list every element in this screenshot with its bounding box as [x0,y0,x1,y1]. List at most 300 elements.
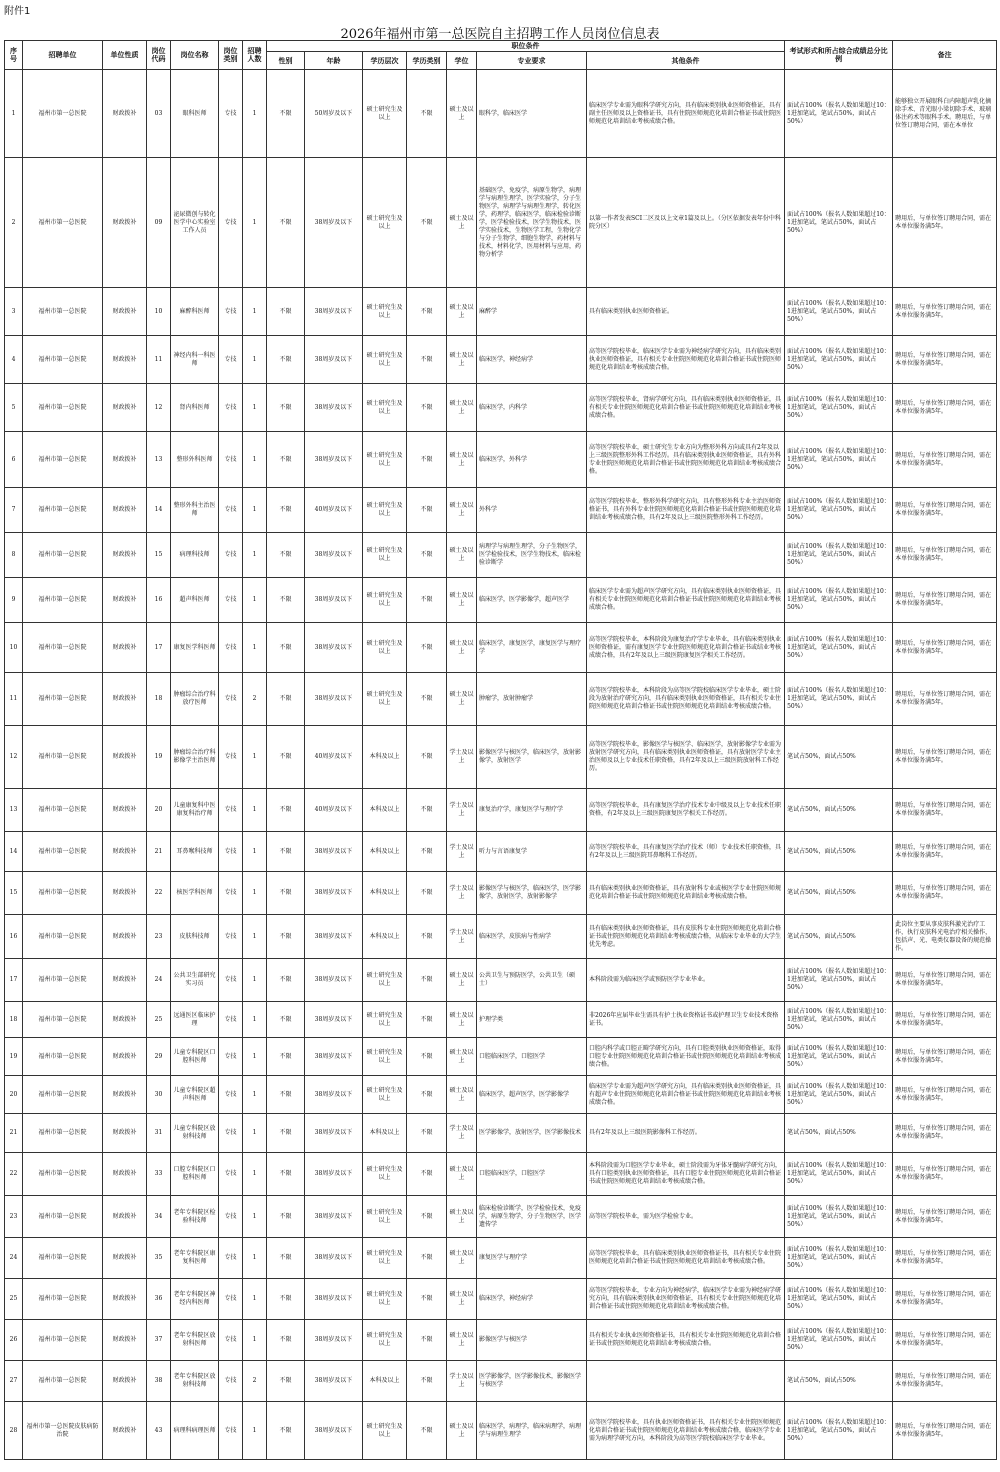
cell-edu-type: 不限 [407,578,447,623]
cell-gender: 不限 [267,1076,305,1114]
cell-major: 临床检验诊断学，医学检验技术，免疫学，病原生物学，分子生物医学，医学遗传学 [477,1196,587,1238]
cell-gender: 不限 [267,1361,305,1402]
cell-seq: 20 [5,1076,23,1114]
cell-count: 1 [243,623,267,673]
cell-count: 1 [243,432,267,488]
cell-exam: 面试占100%（报名人数如果超过10：1进加笔试，笔试占50%，面试占50%） [785,488,893,533]
table-row [5,1196,997,1238]
col-gender: 性别 [267,52,305,70]
table-row [5,1320,997,1361]
cell-post-category: 专技 [219,1196,243,1238]
cell-gender: 不限 [267,578,305,623]
cell-age: 38周岁及以下 [305,915,363,959]
cell-unit: 福州市第一总医院 [23,288,103,336]
cell-unit-type: 财政拨补 [103,1153,147,1196]
cell-exam: 笔试占50%，面试占50% [785,726,893,789]
cell-remarks: 聘用后，与单位签订聘用合同，需在本单位服务满5年。 [893,1402,997,1460]
table-row [5,872,997,915]
cell-other: 具有临床类别执业医师资格证，具有皮肤科专业住院医师规范化培训合格证书或住院医师规范化培训结业考核成绩合格，从临床专业毕业的大学生优先考虑。 [587,915,785,959]
cell-remarks: 能够独立开展眼科白内障超声乳化摘除手术、青光眼小梁切除手术、玻璃体注药术等眼科手术。聘用后，与单位签订聘用合同，需在本单位 [893,70,997,158]
cell-unit: 福州市第一总医院 [23,384,103,432]
cell-major: 影像医学与核医学 [477,1320,587,1361]
cell-degree: 硕士及以上 [447,336,477,384]
cell-remarks: 聘用后，与单位签订聘用合同，需在本单位服务满5年。 [893,336,997,384]
cell-seq: 26 [5,1320,23,1361]
cell-remarks: 聘用后，与单位签订聘用合同，需在本单位服务满5年。 [893,959,997,1002]
cell-unit-type: 财政拨补 [103,673,147,726]
cell-seq: 28 [5,1402,23,1460]
cell-unit-type: 财政拨补 [103,726,147,789]
cell-other [587,1361,785,1402]
cell-degree: 学士及以上 [447,872,477,915]
cell-gender: 不限 [267,1114,305,1153]
cell-major: 影像医学与核医学，临床医学，放射影像学，放射医学 [477,726,587,789]
cell-remarks: 聘用后，与单位签订聘用合同，需在本单位服务满5年。 [893,1076,997,1114]
cell-exam: 面试占100%（报名人数如果超过10：1进加笔试，笔试占50%，面试占50%） [785,1038,893,1076]
cell-count: 1 [243,915,267,959]
cell-gender: 不限 [267,673,305,726]
cell-edu-level: 本科及以上 [363,789,407,832]
cell-degree: 硕士及以上 [447,1076,477,1114]
cell-seq: 25 [5,1279,23,1320]
cell-remarks: 聘用后，与单位签订聘用合同，需在本单位服务满5年。 [893,1114,997,1153]
cell-edu-type: 不限 [407,726,447,789]
cell-post-name: 皮肤科技师 [171,915,219,959]
cell-count: 1 [243,578,267,623]
cell-seq: 11 [5,673,23,726]
cell-post-name: 核医学科医师 [171,872,219,915]
cell-other: 高等医学院校毕业，本科阶段为康复治疗学专业毕业，具有临床类别执业医师资格证，需有康复医学专业住院医师规范化培训合格证书或结业考核成绩合格，具有2年及以上三级医院康复医学相关工作经历。 [587,623,785,673]
cell-other [587,533,785,578]
cell-post-code: 18 [147,673,171,726]
cell-age: 38周岁及以下 [305,1279,363,1320]
cell-age: 38周岁及以下 [305,158,363,288]
cell-exam: 面试占100%（报名人数如果超过10：1进加笔试，笔试占50%，面试占50%） [785,336,893,384]
cell-count: 1 [243,789,267,832]
cell-seq: 16 [5,915,23,959]
cell-edu-level: 硕士研究生及以上 [363,959,407,1002]
cell-unit-type: 财政拨补 [103,533,147,578]
cell-edu-level: 硕士研究生及以上 [363,1402,407,1460]
cell-remarks: 聘用后，与单位签订聘用合同，需在本单位服务满5年。 [893,578,997,623]
cell-post-code: 03 [147,70,171,158]
cell-major: 临床医学，神经病学 [477,336,587,384]
cell-degree: 硕士及以上 [447,1153,477,1196]
col-other: 其他条件 [587,52,785,70]
cell-remarks: 聘用后，与单位签订聘用合同，需在本单位服务满5年。 [893,1153,997,1196]
cell-major: 影像医学与核医学，临床医学，医学影像学，放射医学，放射影像学 [477,872,587,915]
table-row [5,1402,997,1460]
cell-other: 具有2年及以上三级医院影像科工作经历。 [587,1114,785,1153]
cell-exam: 面试占100%（报名人数如果超过10：1进加笔试，笔试占50%，面试占50%） [785,623,893,673]
cell-edu-type: 不限 [407,1320,447,1361]
cell-count: 1 [243,1076,267,1114]
cell-age: 38周岁及以下 [305,1320,363,1361]
cell-degree: 硕士及以上 [447,1002,477,1038]
cell-other: 高等医学院校毕业，本科阶段为高等医学院校临床医学专业毕业，硕士阶段为放射治疗研究方向，具有临床类别执业医师资格证，具有相关专业住院医师规范化培训合格证书或住院医师规范化培训结业考核成绩合格。 [587,673,785,726]
cell-gender: 不限 [267,1320,305,1361]
cell-count: 2 [243,673,267,726]
cell-post-name: 老年专科院区检验科技师 [171,1196,219,1238]
cell-unit-type: 财政拨补 [103,959,147,1002]
cell-seq: 14 [5,832,23,872]
cell-age: 40周岁及以下 [305,789,363,832]
cell-major: 公共卫生与预防医学，公共卫生（硕士） [477,959,587,1002]
cell-post-category: 专技 [219,1153,243,1196]
table-row [5,673,997,726]
cell-remarks: 聘用后，与单位签订聘用合同，需在本单位服务满5年。 [893,1320,997,1361]
cell-degree: 硕士及以上 [447,384,477,432]
cell-post-code: 17 [147,623,171,673]
cell-unit: 福州市第一总医院 [23,488,103,533]
cell-age: 40周岁及以下 [305,488,363,533]
cell-count: 1 [243,1114,267,1153]
cell-post-code: 21 [147,832,171,872]
cell-edu-level: 硕士研究生及以上 [363,336,407,384]
cell-edu-level: 本科及以上 [363,1361,407,1402]
cell-edu-type: 不限 [407,1153,447,1196]
cell-post-name: 肿瘤综合治疗科影像学主治医师 [171,726,219,789]
cell-seq: 4 [5,336,23,384]
cell-post-name: 麻醉科医师 [171,288,219,336]
cell-age: 50周岁及以下 [305,70,363,158]
cell-unit: 福州市第一总医院 [23,1238,103,1279]
cell-age: 38周岁及以下 [305,1038,363,1076]
cell-exam: 面试占100%（报名人数如果超过10：1进加笔试，笔试占50%，面试占50%） [785,533,893,578]
table-row [5,623,997,673]
cell-exam: 笔试占50%，面试占50% [785,1361,893,1402]
cell-unit-type: 财政拨补 [103,1196,147,1238]
cell-degree: 硕士及以上 [447,1320,477,1361]
cell-count: 1 [243,158,267,288]
cell-post-category: 专技 [219,1238,243,1279]
cell-seq: 1 [5,70,23,158]
cell-exam: 面试占100%（报名人数如果超过10：1进加笔试，笔试占50%，面试占50%） [785,158,893,288]
table-row [5,336,997,384]
cell-edu-type: 不限 [407,533,447,578]
cell-post-name: 肿瘤综合治疗科放疗医师 [171,673,219,726]
cell-seq: 19 [5,1038,23,1076]
cell-seq: 18 [5,1002,23,1038]
cell-remarks: 聘用后，与单位签订聘用合同，需在本单位服务满5年。 [893,789,997,832]
cell-post-name: 老年专科院区神经内科医师 [171,1279,219,1320]
cell-remarks: 聘用后，与单位签订聘用合同，需在本单位服务满5年。 [893,488,997,533]
cell-other: 高等医学院校毕业，影像医学与核医学、临床医学，放射影像学专业需为放射医学研究方向，具有临床类别执业医师资格证，具有放射医学专业主治医师及以上专业技术任职资格，具有2年及以上三级医院放射科工作经历。 [587,726,785,789]
cell-degree: 硕士及以上 [447,1279,477,1320]
cell-exam: 笔试占50%，面试占50% [785,789,893,832]
cell-edu-type: 不限 [407,1361,447,1402]
cell-count: 1 [243,70,267,158]
cell-unit: 福州市第一总医院 [23,1002,103,1038]
cell-edu-type: 不限 [407,1076,447,1114]
cell-seq: 10 [5,623,23,673]
cell-other: 临床医学专业需为眼科学研究方向，具有临床类别执业医师资格证，具有副主任医师及以上资格证书，具有住院医师规范化培训合格证书或住院医师规范化培训结业考核成绩合格。 [587,70,785,158]
cell-post-category: 专技 [219,158,243,288]
cell-post-category: 专技 [219,832,243,872]
cell-post-category: 专技 [219,1361,243,1402]
cell-exam: 面试占100%（报名人数如果超过10：1进加笔试，笔试占50%，面试占50%） [785,1402,893,1460]
cell-age: 38周岁及以下 [305,1002,363,1038]
cell-post-category: 专技 [219,578,243,623]
cell-exam: 面试占100%（报名人数如果超过10：1进加笔试，笔试占50%，面试占50%） [785,288,893,336]
cell-unit: 福州市第一总医院 [23,1361,103,1402]
table-row [5,1114,997,1153]
cell-edu-level: 本科及以上 [363,915,407,959]
cell-edu-type: 不限 [407,1238,447,1279]
cell-gender: 不限 [267,1238,305,1279]
cell-exam: 面试占100%（报名人数如果超过10：1进加笔试，笔试占50%，面试占50%） [785,673,893,726]
cell-post-code: 29 [147,1038,171,1076]
cell-unit-type: 财政拨补 [103,1038,147,1076]
cell-edu-type: 不限 [407,623,447,673]
cell-seq: 9 [5,578,23,623]
table-row [5,1238,997,1279]
cell-unit-type: 财政拨补 [103,432,147,488]
attachment-label: 附件1 [4,6,31,17]
cell-major: 临床医学，皮肤病与性病学 [477,915,587,959]
cell-remarks: 聘用后，与单位签订聘用合同，需在本单位服务满5年。 [893,384,997,432]
cell-remarks: 聘用后，与单位签订聘用合同，需在本单位服务满5年。 [893,623,997,673]
cell-edu-level: 硕士研究生及以上 [363,1196,407,1238]
cell-exam: 面试占100%（报名人数如果超过10：1进加笔试，笔试占50%，面试占50%） [785,578,893,623]
cell-degree: 硕士及以上 [447,623,477,673]
table-row [5,432,997,488]
cell-post-category: 专技 [219,432,243,488]
cell-exam: 面试占100%（报名人数如果超过10：1进加笔试，笔试占50%，面试占50%） [785,1153,893,1196]
cell-remarks: 聘用后，与单位签订聘用合同，需在本单位服务满5年。 [893,726,997,789]
cell-other: 本科阶段需为临床医学或预防医学专业毕业。 [587,959,785,1002]
cell-remarks: 此岗位主要从事皮肤科激光治疗工作，执行皮肤科光电治疗相关操作，包括声、光、电类仪器设备的规范操作。 [893,915,997,959]
cell-post-code: 10 [147,288,171,336]
cell-degree: 学士及以上 [447,726,477,789]
table-row [5,158,997,288]
cell-post-code: 23 [147,915,171,959]
cell-seq: 8 [5,533,23,578]
cell-unit-type: 财政拨补 [103,1238,147,1279]
cell-remarks: 聘用后，与单位签订聘用合同，需在本单位服务满5年。 [893,158,997,288]
cell-unit: 福州市第一总医院 [23,1196,103,1238]
cell-degree: 硕士及以上 [447,70,477,158]
cell-gender: 不限 [267,915,305,959]
cell-edu-type: 不限 [407,872,447,915]
cell-age: 38周岁及以下 [305,1114,363,1153]
cell-edu-type: 不限 [407,384,447,432]
cell-remarks: 聘用后，与单位签订聘用合同，需在本单位服务满5年。 [893,872,997,915]
cell-unit: 福州市第一总医院 [23,578,103,623]
cell-unit-type: 财政拨补 [103,488,147,533]
cell-seq: 12 [5,726,23,789]
cell-unit: 福州市第一总医院 [23,832,103,872]
cell-post-code: 30 [147,1076,171,1114]
cell-post-code: 19 [147,726,171,789]
cell-major: 康复治疗学，康复医学与理疗学 [477,789,587,832]
cell-other: 临床医学专业需为超声医学研究方向，具有临床类别执业医师资格证，具有超声专业住院医师规范化培训合格证书或住院医师规范化培训结业考核成绩合格。 [587,1076,785,1114]
cell-major: 临床医学，医学影像学，超声医学 [477,578,587,623]
cell-remarks: 聘用后，与单位签订聘用合同，需在本单位服务满5年。 [893,533,997,578]
cell-gender: 不限 [267,832,305,872]
cell-post-code: 31 [147,1114,171,1153]
cell-post-category: 专技 [219,673,243,726]
cell-count: 2 [243,1361,267,1402]
cell-edu-level: 硕士研究生及以上 [363,1153,407,1196]
cell-post-code: 24 [147,959,171,1002]
cell-other: 高等医学院校毕业，专业方向为神经病学，临床医学专业需为神经病学研究方向，具有临床类别执业医师资格证，具有相关专业住院医师规范化培训合格证书或住院医师规范化培训结业考核成绩合格。 [587,1279,785,1320]
cell-edu-type: 不限 [407,1196,447,1238]
cell-post-name: 耳鼻喉科技师 [171,832,219,872]
cell-edu-type: 不限 [407,1279,447,1320]
cell-unit: 福州市第一总医院 [23,1279,103,1320]
col-degree: 学位 [447,52,477,70]
cell-major: 外科学 [477,488,587,533]
cell-unit: 福州市第一总医院 [23,432,103,488]
cell-other: 以第一作者发表SCI二区及以上文章1篇及以上。（分区依据发表年份中科院分区） [587,158,785,288]
cell-unit-type: 财政拨补 [103,288,147,336]
cell-post-code: 37 [147,1320,171,1361]
cell-unit: 福州市第一总医院 [23,158,103,288]
table-row [5,1076,997,1114]
table-row [5,1279,997,1320]
cell-other: 口腔内科学或口腔正畸学研究方向，具有口腔类别执业医师资格证，取得口腔专业住院医师规范化培训合格证书或住院医师规范化培训结业考核成绩合格。 [587,1038,785,1076]
col-exam: 考试形式和所占综合成绩总分比例 [785,41,893,70]
cell-seq: 23 [5,1196,23,1238]
cell-exam: 笔试占50%，面试占50% [785,1114,893,1153]
cell-post-name: 老年专科院区放射科技师 [171,1361,219,1402]
table-row [5,578,997,623]
cell-remarks: 聘用后，与单位签订聘用合同，需在本单位服务满5年。 [893,288,997,336]
cell-count: 1 [243,336,267,384]
cell-edu-type: 不限 [407,789,447,832]
cell-degree: 硕士及以上 [447,578,477,623]
cell-edu-type: 不限 [407,1114,447,1153]
cell-gender: 不限 [267,70,305,158]
cell-degree: 硕士及以上 [447,158,477,288]
cell-post-name: 康复医学科医师 [171,623,219,673]
cell-post-category: 专技 [219,872,243,915]
cell-post-category: 专技 [219,726,243,789]
cell-edu-type: 不限 [407,673,447,726]
cell-post-code: 25 [147,1002,171,1038]
cell-edu-level: 本科及以上 [363,832,407,872]
cell-edu-type: 不限 [407,1002,447,1038]
cell-edu-type: 不限 [407,288,447,336]
cell-edu-level: 硕士研究生及以上 [363,1320,407,1361]
cell-major: 临床医学，内科学 [477,384,587,432]
cell-unit-type: 财政拨补 [103,1279,147,1320]
cell-post-category: 专技 [219,1402,243,1460]
cell-gender: 不限 [267,1196,305,1238]
cell-major: 临床医学，病理学，临床病理学，病理学与病理生理学 [477,1402,587,1460]
col-post-name: 岗位名称 [171,41,219,70]
cell-post-category: 专技 [219,488,243,533]
cell-post-code: 22 [147,872,171,915]
cell-unit: 福州市第一总医院 [23,872,103,915]
col-unit-type: 单位性质 [103,41,147,70]
cell-unit-type: 财政拨补 [103,70,147,158]
cell-unit-type: 财政拨补 [103,915,147,959]
cell-post-name: 整形外科医师 [171,432,219,488]
cell-post-category: 专技 [219,789,243,832]
cell-post-name: 公共卫生部研究实习员 [171,959,219,1002]
cell-count: 1 [243,384,267,432]
cell-degree: 硕士及以上 [447,432,477,488]
cell-unit-type: 财政拨补 [103,1361,147,1402]
cell-post-name: 儿童专科院区超声科医师 [171,1076,219,1114]
cell-gender: 不限 [267,533,305,578]
cell-major: 听力与言语康复学 [477,832,587,872]
cell-gender: 不限 [267,789,305,832]
table-body [5,70,997,1460]
table-row [5,288,997,336]
cell-age: 38周岁及以下 [305,959,363,1002]
cell-unit: 福州市第一总医院 [23,1076,103,1114]
cell-remarks: 聘用后，与单位签订聘用合同，需在本单位服务满5年。 [893,1196,997,1238]
cell-other: 具有相关专业执业医师资格证书，具有相关专业住院医师规范化培训合格证书或住院医师规范化培训结业考核成绩合格。 [587,1320,785,1361]
cell-other: 高等医学院校毕业，整形外科学研究方向，具有整形外科专业主治医师资格证书，具有外科专业住院医师规范化培训合格证书或住院医师规范化培训结业考核成绩合格，具有2年及以上三级医院整形外科工作经历。 [587,488,785,533]
cell-gender: 不限 [267,336,305,384]
cell-exam: 笔试占50%，面试占50% [785,872,893,915]
cell-post-category: 专技 [219,336,243,384]
cell-edu-level: 硕士研究生及以上 [363,1076,407,1114]
cell-post-code: 13 [147,432,171,488]
table-row [5,726,997,789]
cell-edu-level: 本科及以上 [363,726,407,789]
cell-post-name: 泌尿微创与转化医学中心实验室工作人员 [171,158,219,288]
cell-degree: 硕士及以上 [447,1196,477,1238]
cell-unit: 福州市第一总医院 [23,1153,103,1196]
cell-post-name: 神经内科一科医师 [171,336,219,384]
cell-unit: 福州市第一总医院 [23,1114,103,1153]
cell-major: 口腔临床医学，口腔医学 [477,1153,587,1196]
cell-remarks: 聘用后，与单位签订聘用合同，需在本单位服务满5年。 [893,432,997,488]
cell-post-category: 专技 [219,1038,243,1076]
cell-seq: 2 [5,158,23,288]
cell-count: 1 [243,1402,267,1460]
cell-gender: 不限 [267,726,305,789]
cell-edu-level: 硕士研究生及以上 [363,432,407,488]
cell-degree: 学士及以上 [447,1114,477,1153]
cell-unit-type: 财政拨补 [103,1002,147,1038]
cell-seq: 7 [5,488,23,533]
cell-age: 38周岁及以下 [305,533,363,578]
cell-post-name: 口腔专科院区口腔科医师 [171,1153,219,1196]
cell-unit: 福州市第一总医院 [23,533,103,578]
cell-edu-level: 硕士研究生及以上 [363,488,407,533]
cell-exam: 面试占100%（报名人数如果超过10：1进加笔试，笔试占50%，面试占50%） [785,1320,893,1361]
cell-unit: 福州市第一总医院皮肤病防治院 [23,1402,103,1460]
cell-edu-level: 硕士研究生及以上 [363,288,407,336]
cell-unit: 福州市第一总医院 [23,915,103,959]
cell-post-code: 43 [147,1402,171,1460]
cell-unit-type: 财政拨补 [103,789,147,832]
cell-major: 临床医学，超声医学，医学影像学 [477,1076,587,1114]
cell-major: 临床医学，康复医学，康复医学与理疗学 [477,623,587,673]
cell-degree: 硕士及以上 [447,488,477,533]
cell-other: 具有临床类别执业医师资格证，具有放射科专业或核医学专业住院医师规范化培训合格证书或住院医师规范化培训结业考核成绩合格。 [587,872,785,915]
cell-age: 38周岁及以下 [305,832,363,872]
page-title: 2026年福州市第一总医院自主招聘工作人员岗位信息表 [340,27,660,42]
cell-edu-level: 硕士研究生及以上 [363,1038,407,1076]
cell-count: 1 [243,533,267,578]
cell-post-name: 儿童康复科中医康复科治疗师 [171,789,219,832]
cell-major: 基础医学，免疫学，病原生物学，病理学与病理生理学，医学实验学，分子生物医学，病理学与病理生理学，转化医学，药理学，临床医学，临床检验诊断学，医学检验技术，医学生物技术，医学实验技术，生物医学工程，生物化学与分子生物学，细胞生物学，药材料与技术，材料化学，医用材料与应用，药物分析学 [477,158,587,288]
cell-gender: 不限 [267,1002,305,1038]
post-info-table [4,40,997,1460]
cell-count: 1 [243,1002,267,1038]
cell-age: 38周岁及以下 [305,623,363,673]
col-remarks: 备注 [893,41,997,70]
cell-degree: 硕士及以上 [447,288,477,336]
cell-other: 高等医学院校毕业，肾病学研究方向，具有临床类别执业医师资格证，具有相关专业住院医师规范化培训合格证书或住院医师规范化培训结业考核成绩合格。 [587,384,785,432]
